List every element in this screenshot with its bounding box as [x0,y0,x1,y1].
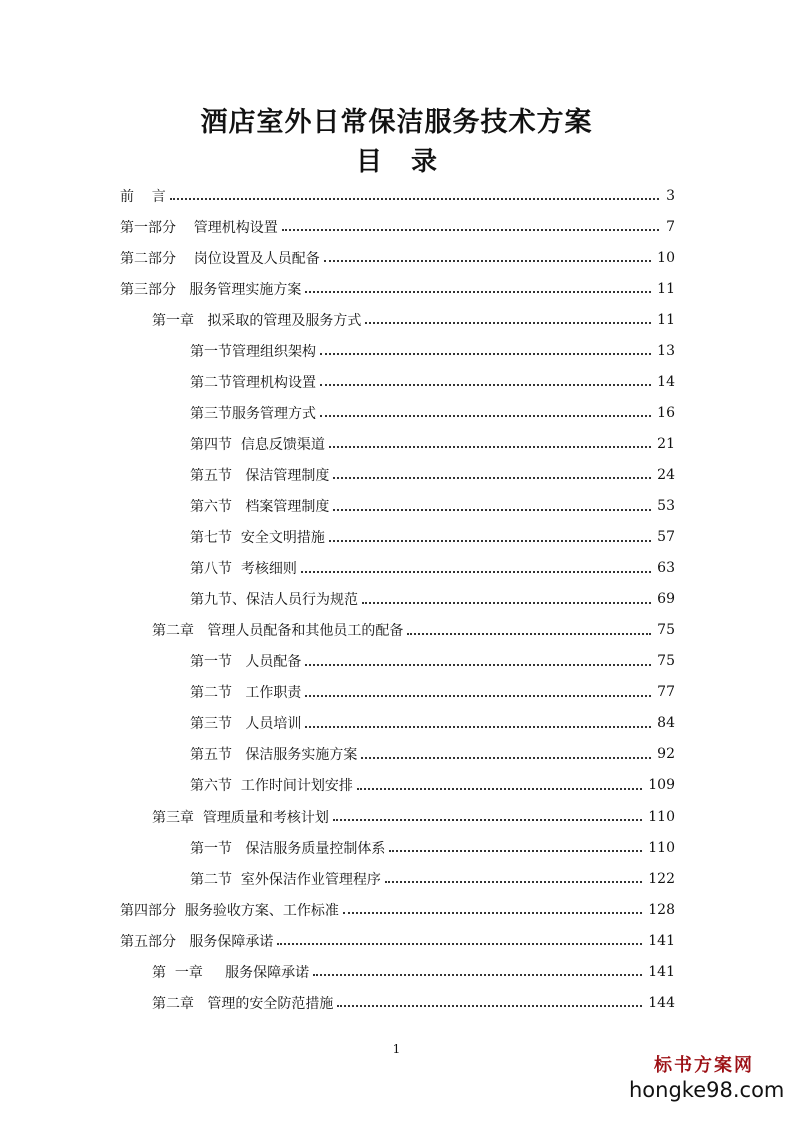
page-number: 1 [392,1042,401,1056]
toc-entry-page: 110 [648,839,675,856]
toc-dot-leader [305,290,651,293]
toc-entry-page: 57 [657,529,675,546]
toc-entry-label: 第二节管理机构设置 [190,374,316,391]
toc-entry[interactable] [120,894,675,925]
toc-entry-page: 24 [657,466,675,483]
toc-dot-leader [385,880,642,883]
toc-entry-page: 75 [657,653,675,670]
toc-entry-page: 122 [648,870,675,887]
toc-dot-leader [329,445,651,448]
toc-entry-page: 14 [657,373,675,390]
toc-entry[interactable] [152,304,675,335]
toc-entry-label: 第九节、保洁人员行为规范 [190,592,358,609]
toc-entry-page: 63 [657,560,675,577]
toc-dot-leader [277,942,642,945]
toc-entry-page: 92 [657,746,675,763]
toc-dot-leader [389,849,642,852]
toc-entry-label: 第四节 信息反馈渠道 [190,436,325,453]
toc-entry-page: 10 [657,249,675,266]
watermark-brand: 标书方案网 [654,1055,754,1076]
toc-entry-page: 11 [657,280,675,297]
toc-entry[interactable] [190,553,675,584]
watermark-logo [629,1051,785,1102]
toc-entry[interactable] [190,832,675,863]
toc-entry-label: 第二节 工作职责 [190,685,302,702]
toc-entry-page: 110 [648,808,675,825]
toc-entry[interactable] [120,242,675,273]
toc-entry[interactable] [152,615,675,646]
toc-entry-page: 84 [657,715,675,732]
toc-dot-leader [170,197,659,200]
toc-entry-label: 第五节 保洁服务实施方案 [190,747,358,764]
toc-entry-label: 第二章 管理人员配备和其他员工的配备 [152,623,404,640]
toc-entry-page: 7 [666,218,675,235]
watermark-url: hongke98.com [629,1078,785,1102]
toc-entry[interactable] [190,366,675,397]
toc-entry-page: 11 [657,311,675,328]
toc-heading: 目 录 [355,147,438,177]
toc-entry-page: 13 [657,342,675,359]
toc-dot-leader [407,632,651,635]
toc-entry-page: 53 [657,498,675,514]
toc-entry-label: 第四部分 服务验收方案、工作标准 [120,902,339,919]
toc-entry-label: 第二节 室外保洁作业管理程序 [190,871,381,888]
toc-dot-leader [313,973,642,976]
document-title: 酒店室外日常保洁服务技术方案 [200,107,593,138]
toc-entry[interactable] [190,491,675,522]
toc-entry-label: 第一节管理组织架构 [190,343,316,360]
toc-entry-page: 3 [666,187,675,204]
toc-entry-label: 第二章 管理的安全防范措施 [152,995,334,1012]
toc-dot-leader [333,476,651,479]
toc-entry-label: 第三节服务管理方式 [190,405,316,422]
toc-dot-leader [305,694,651,697]
toc-dot-leader [329,539,651,542]
toc-entry[interactable] [190,335,675,366]
toc-entry[interactable] [190,739,675,770]
toc-entry[interactable] [190,522,675,553]
toc-entry-label: 第三章 管理质量和考核计划 [152,809,329,826]
toc-entry[interactable] [190,708,675,739]
toc-dot-leader [320,414,651,417]
toc-entry[interactable] [190,863,675,894]
toc-entry-page: 16 [657,404,675,421]
toc-entry-label: 第 一章 服务保障承诺 [152,964,310,981]
toc-entry[interactable] [152,801,675,832]
toc-dot-leader [362,601,651,604]
toc-entry-page: 109 [648,777,675,794]
toc-dot-leader [361,756,651,759]
toc-dot-leader [282,228,659,231]
toc-entry-page: 144 [648,994,675,1011]
toc-entry-label: 第三节 人员培训 [190,716,302,733]
toc-entry-label: 第三部分 服务管理实施方案 [120,281,302,298]
toc-entry[interactable] [190,770,675,801]
toc-entry-label: 第六节 档案管理制度 [190,499,330,515]
toc-entry-label: 第一部分 管理机构设置 [120,219,278,236]
toc-entry[interactable] [190,584,675,615]
toc-entry-page: 75 [657,622,675,639]
toc-dot-leader [333,508,651,511]
toc-entry[interactable] [120,180,675,211]
toc-entry-label: 第一节 保洁服务质量控制体系 [190,840,386,857]
toc-entry-label: 第一章 拟采取的管理及服务方式 [152,312,362,329]
toc-dot-leader [365,321,651,324]
toc-entry-label: 第五部分 服务保障承诺 [120,933,274,950]
toc-entry[interactable] [120,925,675,956]
toc-entry-label: 第二部分 岗位设置及人员配备 [120,250,320,267]
toc-dot-leader [320,383,651,386]
toc-entry-page: 69 [657,591,675,608]
toc-entry[interactable] [120,273,675,304]
toc-dot-leader [305,725,651,728]
toc-entry-label: 前 言 [120,188,166,205]
toc-entry-page: 141 [648,963,675,980]
toc-dot-leader [343,911,642,914]
toc-dot-leader [337,1004,642,1007]
toc-entry-label: 第五节 保洁管理制度 [190,467,330,484]
toc-entry-page: 77 [657,684,675,701]
toc-dot-leader [301,570,651,573]
toc-dot-leader [305,663,651,666]
toc-entry[interactable] [190,397,675,428]
toc-entry-page: 141 [648,932,675,949]
toc-entry[interactable] [190,646,675,677]
toc-entry[interactable] [120,211,675,242]
toc-entry-label: 第一节 人员配备 [190,654,302,671]
toc-dot-leader [357,787,642,790]
toc-entry-label: 第八节 考核细则 [190,561,297,578]
toc-dot-leader [333,818,642,821]
toc-entry[interactable] [152,987,675,1018]
toc-entry[interactable] [152,956,675,987]
toc-entry[interactable] [190,459,675,490]
toc-dot-leader [324,259,651,262]
toc-entry-page: 21 [657,435,675,452]
toc-entry-page: 128 [648,901,675,918]
toc-entry-label: 第七节 安全文明措施 [190,530,325,547]
toc-entry-label: 第六节 工作时间计划安排 [190,778,353,795]
toc-dot-leader [320,352,651,355]
toc-entry[interactable] [190,428,675,459]
toc-entry[interactable] [190,677,675,708]
